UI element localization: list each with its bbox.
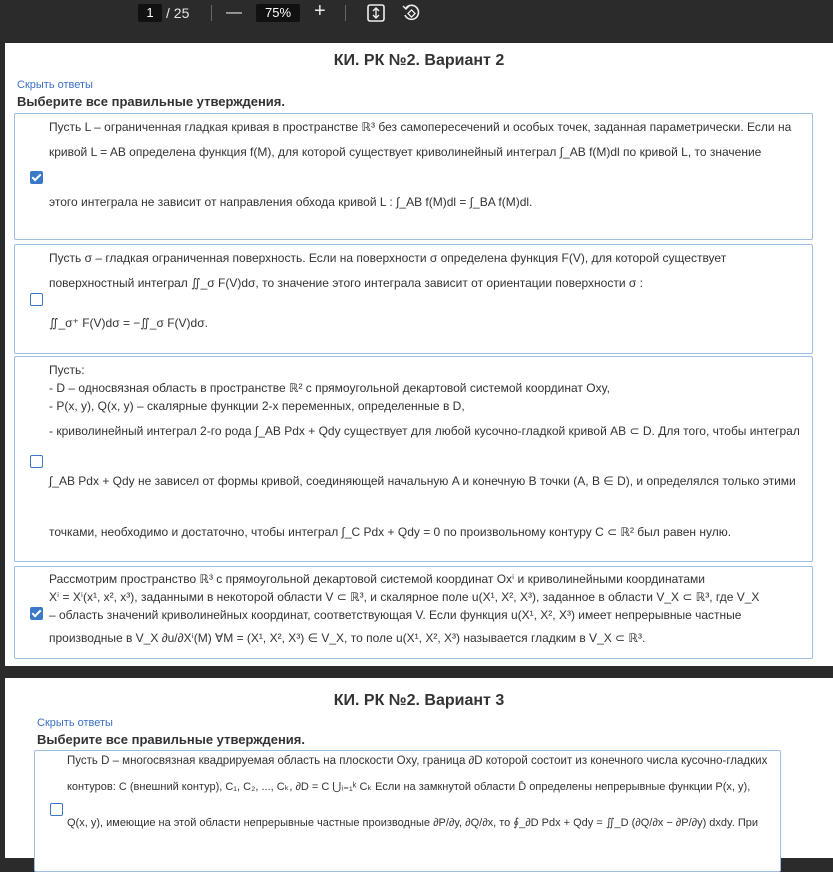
answer-checkbox-1[interactable] [50,803,63,816]
pdf-toolbar [0,0,833,26]
answer-checkbox-3[interactable] [30,455,43,468]
question-text-line: Q(x, y), имеющие на этой области непрерывные частные производные ∂P/∂y, ∂Q/∂x, то ∮_∂D Pdx + Qdy = ∬_D (∂Q/∂x − ∂P/∂y) dxdy. При [67,817,758,829]
question-card-3 [14,356,813,562]
question-text-line: производные в V_X ∂u/∂Xⁱ(M) ∀M = (X¹, X², X³) ∈ V_X, то поле u(X¹, X², X³) называется гладким в V_X ⊂ ℝ³. [49,631,646,645]
zoom-in-button[interactable]: + [314,0,326,22]
rotate-icon[interactable] [400,2,422,24]
toolbar-divider [345,5,346,21]
zoom-out-button[interactable]: — [226,4,242,21]
zoom-level[interactable]: 75% [256,4,300,22]
question-card-2 [14,244,813,354]
instruction-text: Выберите все правильные утверждения. [17,94,285,109]
question-text-line: Рассмотрим пространство ℝ³ с прямоугольной декартовой системой координат Oxⁱ и криволинейными координатами [49,572,705,586]
question-card-1 [34,750,781,872]
answer-checkbox-2[interactable] [30,293,43,306]
toolbar-divider [211,5,212,21]
hide-answers-link[interactable]: Скрыть ответы [17,79,93,91]
question-text-line: - криволинейный интеграл 2-го рода ∫_AB Pdx + Qdy существует для любой кусочно-гладкой кривой AB ⊂ D. Для того, чтобы интеграл [49,424,800,438]
document-page-2 [5,678,833,858]
answer-checkbox-4[interactable] [30,607,43,620]
question-text-line: точками, необходимо и достаточно, чтобы интеграл ∫_C Pdx + Qdy = 0 по произвольному контуру C ⊂ ℝ² был равен нулю. [49,525,732,539]
question-text-line: Пусть D – многосвязная квадрируемая область на плоскости Oxy, граница ∂D которой состоит из конечного числа кусочно-гладких [67,755,768,767]
hide-answers-link[interactable]: Скрыть ответы [37,717,113,729]
question-text-line: – область значений криволинейных координат, соответствующая V. Если функция u(X¹, X², X³) имеет непрерывные частные [49,608,742,622]
question-card-4 [14,566,813,659]
page-title: КИ. РК №2. Вариант 2 [333,52,505,69]
question-text-line: Xⁱ = Xⁱ(x¹, x², x³), заданными в некоторой области V ⊂ ℝ³, и скалярное поле u(X¹, X², X³), заданное в области V_X ⊂ ℝ³, где V_X [49,590,760,604]
question-text-line: Пусть: [49,363,85,377]
question-card-1 [14,113,813,240]
question-text-line: этого интеграла не зависит от направления обхода кривой L : ∫_AB f(M)dl = ∫_BA f(M)dl. [49,195,533,209]
page-total: / 25 [166,5,190,21]
question-text-line: Пусть L – ограниченная гладкая кривая в пространстве ℝ³ без самопересечений и особых точек, заданная параметрически. Если на [49,120,792,134]
question-text-line: - D – односвязная область в пространстве ℝ² с прямоугольной декартовой системой координат Oxy, [49,381,611,395]
page-number-input[interactable]: 1 [138,4,162,22]
fit-page-icon[interactable] [365,2,387,24]
question-text-line: ∫_AB Pdx + Qdy не зависел от формы кривой, соединяющей начальную A и конечную B точки (A, B ∈ D), и определялся только этими [49,474,796,488]
question-text-line: поверхностный интеграл ∬_σ F(V)dσ, то значение этого интеграла зависит от ориентации поверхности σ : [49,276,643,290]
question-text-line: - P(x, y), Q(x, y) – скалярные функции 2-х переменных, определенные в D, [49,399,465,413]
question-text-line: Пусть σ – гладкая ограниченная поверхность. Если на поверхности σ определена функция F(V), для которой существует [49,251,727,265]
question-text-line: контуров: C (внешний контур), C₁, C₂, ..., Cₖ, ∂D = C ⋃ᵢ₌₁ᵏ Cₖ Если на замкнутой области D̄ определены непрерывные функции P(x, y), [67,781,751,793]
document-page-1 [5,43,833,666]
answer-checkbox-1[interactable] [30,171,43,184]
page-title: КИ. РК №2. Вариант 3 [333,692,505,709]
instruction-text: Выберите все правильные утверждения. [37,732,305,747]
question-text-line: кривой L = AB определена функция f(M), для которой существует криволинейный интеграл ∫_AB f(M)dl по кривой L, то значение [49,145,762,159]
question-text-line: ∬_σ⁺ F(V)dσ = −∬_σ F(V)dσ. [49,316,208,330]
